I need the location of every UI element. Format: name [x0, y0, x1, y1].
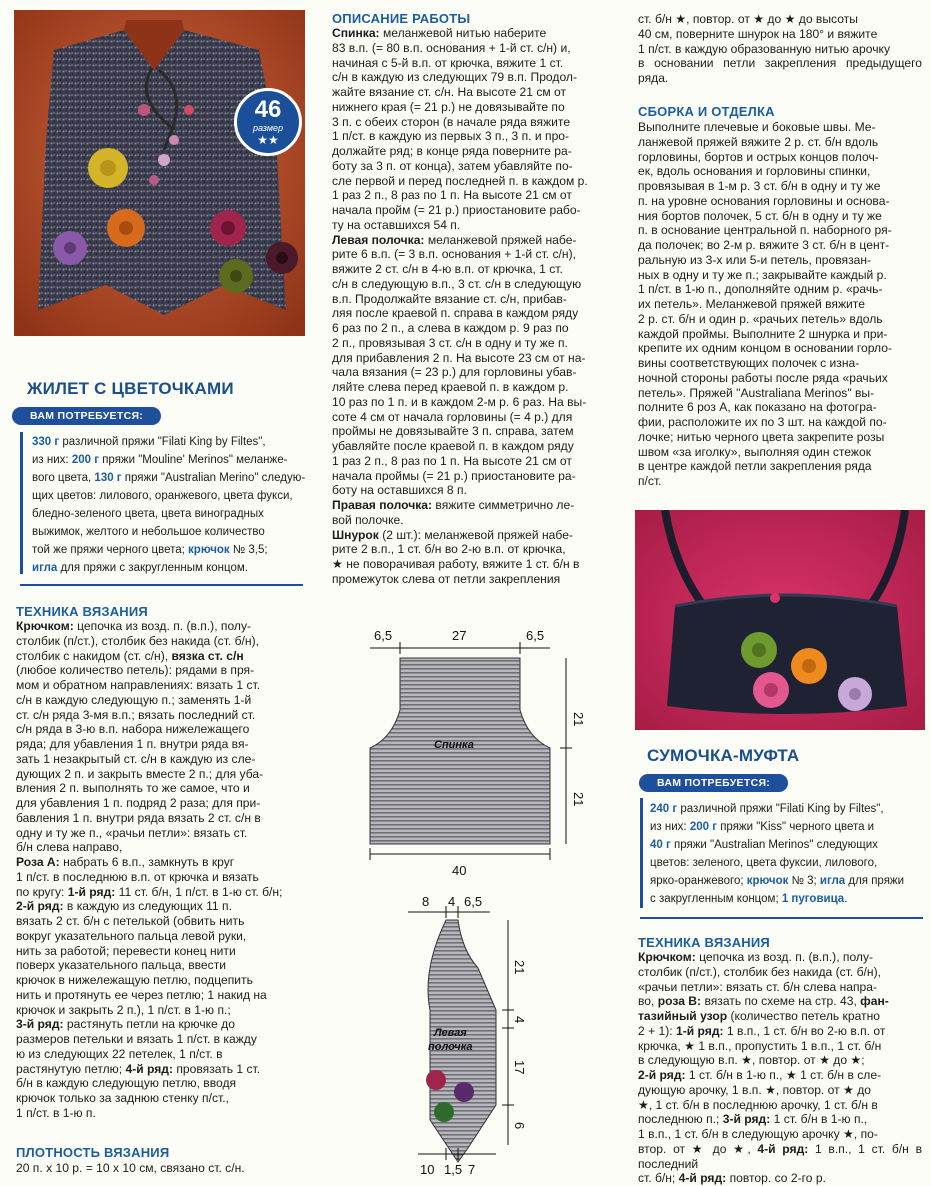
assembly-line: швом «за иголку», выполняя один стежок — [638, 444, 871, 459]
technique-line: столбик (п/ст.), столбик без накида (ст. б/н), — [16, 633, 259, 648]
description-line: убавляйте после краевой п. в каждом ряду — [332, 439, 574, 453]
description-line: соте 4 см от начала горловины (= 4 р.) для — [332, 409, 573, 424]
vest-material-line: той же пряжи черного цвета; крючок № 3,5; — [32, 544, 268, 556]
technique-line: размеров петельки и вязать 1 п/ст. в кажду — [16, 1032, 257, 1046]
dim-front-right-b: 4 — [512, 1016, 527, 1024]
description-line: промежуток слева от петли закрепления — [332, 571, 561, 586]
technique-line: по кругу: 1-й ряд: 11 ст. б/н, 1 п/ст. в 1-ю ст. б/н; — [16, 884, 283, 899]
technique-line: Крючком: цепочка из возд. п. (в.п.), полу- — [16, 619, 252, 633]
dim-front-bottom-c: 7 — [468, 1162, 476, 1177]
technique-line: дующих 2 п. и закрыть вместе 2 п.; для уба- — [16, 766, 264, 781]
bag-technique-line: ст. б/н; 4-й ряд: повтор. со 2-го р. — [638, 1171, 826, 1186]
technique-line: ю из следующих 22 петелек, 1 п/ст. в — [16, 1046, 223, 1061]
description-line: с/н в следующую в.п., 3 ст. с/н в следующую — [332, 276, 582, 291]
dim-front-right-a: 21 — [512, 960, 527, 975]
description-continued-line: 1 п/ст. в каждую образованную нитью арочку — [638, 41, 890, 56]
technique-line: б/н в каждую следующую петлю, вводя — [16, 1076, 237, 1091]
technique-line: зать 1 незакрытый ст. с/н в каждую из сле- — [16, 751, 256, 766]
description-line: 1 раз 2 п., 8 раз по 1 п. На высоте 21 см от — [332, 453, 572, 468]
vest-material-line: бледно-зеленого цвета, цвета виноградных — [32, 508, 264, 520]
dim-front-top-c: 6,5 — [464, 894, 483, 909]
technique-line: вления 2 п. выполнять то же самое, что и — [16, 781, 250, 796]
vest-materials-bar — [20, 432, 23, 574]
bag-rose-lilac — [838, 677, 872, 711]
back-pattern-diagram — [330, 620, 620, 880]
rose-green — [219, 259, 253, 293]
assembly-line: фии, расположите их по 3 шт. на каждой по- — [638, 415, 887, 429]
assembly-text — [638, 120, 922, 489]
assembly-line: да полочек; во 2-м р. вяжите 3 ст. б/н в цент- — [638, 238, 890, 252]
bag-materials — [650, 800, 922, 908]
description-line: ★ не поворачивая работу, вяжите 1 ст. б/н в — [332, 557, 580, 571]
dim-front-top-a: 8 — [422, 894, 430, 909]
technique-line: нить и протянуть ее через петлю; 1 накид на — [16, 987, 267, 1002]
bag-rose-fuchsia — [753, 672, 789, 708]
assembly-line: п. на уровне основания горловины и основа- — [638, 193, 890, 208]
description-line: 6 раз по 2 п., а слева в каждом р. 9 раз по — [332, 321, 569, 335]
dim-top-right: 6,5 — [526, 628, 545, 643]
dim-top-mid: 27 — [452, 628, 467, 643]
bag-illustration — [635, 510, 925, 730]
dim-front-right-d: 6 — [512, 1122, 527, 1130]
vest-need-badge: ВАМ ПОТРЕБУЕТСЯ: — [12, 407, 161, 425]
vest-material-line: 330 г различной пряжи "Filati King by Filtes", — [32, 436, 266, 448]
description-line: 1 п/ст. в каждую из первых 3 п., 3 п. и про- — [332, 129, 570, 144]
vest-materials — [32, 433, 307, 577]
rose-wine — [266, 242, 298, 274]
bag-title: СУМОЧКА-МУФТА — [647, 746, 800, 765]
front-rose-1 — [426, 1070, 446, 1090]
rose-yellow — [88, 148, 128, 188]
description-line: боту на оставшихся 8 п. — [332, 483, 467, 498]
description-line: 2 п., провязывая 3 ст. с/н в одну и ту же п. — [332, 335, 568, 350]
vest-illustration — [14, 10, 305, 336]
assembly-line: полните 6 роз А, как показано на фотогра- — [638, 400, 877, 415]
technique-line: одну и ту же п., «рачьи петли»: вязать ст. — [16, 825, 248, 840]
rose-orange — [107, 209, 145, 247]
bag-technique-line: дующую арочку, 1 в.п. ★, повтор. от ★ до — [638, 1082, 871, 1097]
dim-right-upper: 21 — [571, 712, 586, 727]
dim-right-lower: 21 — [571, 792, 586, 807]
technique-line: растянутую петлю; 4-й ряд: провязать 1 ст. — [16, 1061, 261, 1076]
bag-rose-green — [741, 632, 777, 668]
description-line: 3 п. с обеих сторон (в начале ряда вяжите — [332, 114, 571, 129]
bag-technique-line: 2-й ряд: 1 ст. б/н в 1-ю п., ★ 1 ст. б/н в сле- — [638, 1068, 882, 1082]
size-number: 46 — [254, 96, 282, 123]
description-line: рите 2 в.п., 1 ст. б/н во 2-ю в.п. от крючка, — [332, 542, 566, 557]
technique-line: Роза А: набрать 6 в.п., замкнуть в круг — [16, 855, 235, 869]
front-rose-2 — [454, 1082, 474, 1102]
description-line: Правая полочка: вяжите симметрично ле- — [332, 498, 575, 512]
difficulty-stars: ★★ — [257, 133, 279, 147]
description-continued — [638, 12, 922, 86]
density-text: 20 п. х 10 р. = 10 х 10 см, связано ст. с/н. — [16, 1161, 245, 1175]
front-rose-3 — [434, 1102, 454, 1122]
technique-line: крючок в нижележащую петлю, подцепить — [16, 973, 253, 987]
vest-material-line: из них: 200 г пряжи "Mouline' Merinos" меланже- — [32, 454, 288, 466]
assembly-line: вины соответствующих полочек с изна- — [638, 356, 860, 370]
technique-line: (любое количество петель): рядами в пря- — [16, 663, 255, 678]
description-line: Левая полочка: меланжевой пряжей набе- — [332, 232, 577, 247]
description-line: Шнурок (2 шт.): меланжевой пряжей набе- — [332, 527, 573, 542]
technique-line: ряда; для убавления 1 п. внутри ряда вя- — [16, 737, 249, 751]
bag-technique-line: тазийный узор (количество петель кратно — [638, 1009, 880, 1023]
description-line: 83 в.п. (= 80 в.п. основания + 1-й ст. с/н) и, — [332, 40, 571, 55]
assembly-line: лочке; нитью черного цвета закрепите розы — [638, 429, 885, 444]
description-heading: ОПИСАНИЕ РАБОТЫ — [332, 11, 471, 26]
technique-line: крючок только за заднюю стенку п/ст., — [16, 1091, 229, 1105]
bag-technique-line: во, роза В: вязать по схеме на стр. 43, фан- — [638, 994, 889, 1009]
bag-technique-line: 2 + 1): 1-й ряд: 1 в.п., 1 ст. б/н во 2-ю в.п. от — [638, 1023, 886, 1038]
description-line: вой полочке. — [332, 512, 404, 527]
bag-material-line: ярко-оранжевого; крючок № 3; игла для пряжи — [650, 875, 905, 887]
technique-line: вязать 2 ст. б/н с петелькой (обвить нить — [16, 914, 245, 928]
bag-technique-line: 1 в.п., 1 ст. б/н в следующую арочку ★, по- — [638, 1127, 878, 1141]
technique-line: вокруг указательного пальца левой руки, — [16, 928, 247, 943]
technique-line: 1 п/ст. в 1-ю п. — [16, 1105, 96, 1120]
assembly-line: их петель». Меланжевой пряжей вяжите — [638, 297, 865, 311]
bag-technique-line: ★, 1 ст. б/н в последнюю арочку, 1 ст. б/н в — [638, 1097, 878, 1112]
technique-line: 2-й ряд: в каждую из следующих 11 п. — [16, 899, 232, 914]
description-line: нижнего края (= 21 р.) не довязывайте по — [332, 99, 565, 114]
assembly-line: ночной стороны работы после ряда «рачьих — [638, 370, 888, 385]
bag-material-line: цветов: зеленого, цвета фуксии, лилового, — [650, 857, 878, 869]
bag-rose-orange — [791, 648, 827, 684]
technique-text — [16, 619, 301, 1121]
vest-materials-rule — [20, 584, 303, 586]
vest-material-line: щих цветов: лилового, оранжевого, цвета фукси, — [32, 490, 293, 502]
front-pattern-diagram — [400, 890, 550, 1180]
description-line: 10 раз по 1 п. и в каждом 2-м р. 6 раз. На вы- — [332, 394, 587, 409]
technique-line: 3-й ряд: растянуть петли на крючке до — [16, 1017, 235, 1032]
dim-front-bottom-b: 1,5 — [444, 1162, 463, 1177]
bag-technique-line: последнюю п.; 3-й ряд: 1 ст. б/н в 1-ю п., — [638, 1112, 868, 1127]
bag-technique-line: Крючком: цепочка из возд. п. (в.п.), полу- — [638, 950, 874, 964]
technique-line: поверх указательного пальца, ввести — [16, 958, 226, 973]
vest-photo — [14, 10, 305, 336]
assembly-line: каждой проймы. Выполните 2 шнурка и при- — [638, 326, 888, 341]
assembly-line: 2 р. ст. б/н и один р. «рачьих петель» вдоль — [638, 311, 883, 326]
description-line: начиная с 5-й в.п. от крючка, вяжите 1 ст. — [332, 55, 564, 70]
assembly-line: ек, вдоль основания и горловины спинки, — [638, 164, 871, 179]
bag-material-line: с закругленным концом; 1 пуговица. — [650, 893, 848, 905]
dim-front-top-b: 4 — [448, 894, 456, 909]
bag-technique-line: втор. от ★ до ★, 4-й ряд: 1 в.п., 1 ст. б/н в последний — [638, 1141, 922, 1171]
assembly-line: в центре каждой петли закрепления ряда — [638, 459, 872, 474]
description-line: вяжите 2 ст. с/н в 4-ю в.п. от крючка, 1 ст. — [332, 262, 563, 276]
description-continued-line: ст. б/н ★, повтор. от ★ до ★ до высоты — [638, 12, 858, 26]
bag-material-line: из них: 200 г пряжи "Kiss" черного цвета и — [650, 821, 875, 833]
assembly-line: п. в основание центральной п. наборного ря- — [638, 223, 892, 238]
bag-material-line: 40 г пряжи "Australian Merinos" следующих — [650, 839, 878, 851]
description-line: начала пройм (= 21 р.) приостановите рабо- — [332, 203, 581, 217]
bag-photo — [635, 510, 925, 730]
description-line: начала проймы (= 21 р.) приостановите ра- — [332, 468, 576, 483]
description-line: сле первой и перед последней п. в каждом р. — [332, 173, 588, 188]
bag-technique-line: крючка, ★ 1 в.п., пропустить 1 в.п., 1 ст. б/н — [638, 1038, 882, 1053]
assembly-heading: СБОРКА И ОТДЕЛКА — [638, 104, 775, 119]
dim-top-left: 6,5 — [374, 628, 393, 643]
rose-fuchsia — [210, 210, 246, 246]
vest-title: ЖИЛЕТ С ЦВЕТОЧКАМИ — [27, 379, 234, 398]
bag-technique-text — [638, 950, 922, 1186]
size-badge — [234, 88, 302, 156]
size-label: размер — [252, 123, 284, 133]
technique-line: 1 п/ст. в последнюю в.п. от крючка и вязать — [16, 869, 259, 884]
technique-line: б/н слева направо, — [16, 840, 123, 855]
description-line: ляя после краевой п. справа в каждом ряду — [332, 306, 579, 321]
rose-lilac — [53, 231, 87, 265]
back-shape — [370, 658, 550, 844]
technique-line: мом и обратном направлениях: вязать 1 ст. — [16, 678, 261, 692]
bag-need-badge: ВАМ ПОТРЕБУЕТСЯ: — [639, 774, 788, 792]
description-line: жайте вязание ст. с/н. На высоте 21 см от — [332, 85, 567, 99]
bag-materials-rule — [640, 917, 923, 919]
description-line: ляйте слева перед краевой п. в каждом р. — [332, 380, 569, 394]
vest-material-line: игла для пряжи с закругленным концом. — [32, 562, 248, 574]
bag-material-line: 240 г различной пряжи "Filati King by Filtes", — [650, 803, 884, 815]
technique-line: столбик с накидом (ст. с/н), вязка ст. с/н — [16, 648, 244, 663]
description-line: в.п. Продолжайте вязание ст. с/н, прибав- — [332, 291, 567, 306]
vest-material-line: выжимок, желтого и небольшое количество — [32, 526, 265, 538]
technique-line: нить за работой; перевести конец нити — [16, 943, 236, 958]
bag-technique-line: в следующую в.п. ★, повтор. от ★ до ★; — [638, 1053, 865, 1068]
technique-line: с/н в каждую следующую п.; заменять 1-й — [16, 692, 252, 707]
description-line: ту на оставшихся 54 п. — [332, 217, 461, 232]
bag-technique-line: «рачьи петли»: вязать ст. б/н слева напра- — [638, 979, 878, 994]
dim-front-right-c: 17 — [512, 1060, 527, 1075]
density-heading: ПЛОТНОСТЬ ВЯЗАНИЯ — [16, 1145, 170, 1160]
vest-material-line: вого цвета, 130 г пряжи "Australian Merino" следую- — [32, 472, 306, 484]
technique-line: для убавления 1 п. подряд 2 раза; для при- — [16, 796, 261, 810]
assembly-line: петель». Пряжей "Australiana Merinos" вы- — [638, 385, 875, 400]
description-line: проймы не довязывайте 3 п. справа, затем — [332, 424, 574, 439]
bag-technique-heading: ТЕХНИКА ВЯЗАНИЯ — [638, 935, 770, 950]
description-line: должайте ряд; в конце ряда поверните ра- — [332, 144, 572, 158]
technique-line: крючок и закрыть 2 п.), 1 п/ст. в 1-ю п.; — [16, 1002, 231, 1017]
assembly-line: 1 п/ст. в 1-ю п., дополняйте одним р. «рачь- — [638, 282, 883, 297]
back-label: Спинка — [434, 739, 474, 751]
assembly-line: Выполните плечевые и боковые швы. Ме- — [638, 120, 876, 134]
description-line: чала вязания (= 23 р.) для горловины убав- — [332, 365, 577, 380]
description-line: рите 6 в.п. (= 3 в.п. основания + 1-й ст. с/н), — [332, 247, 576, 262]
assembly-line: ния бортов полочек, 5 ст. б/н в одну и ту же — [638, 208, 882, 223]
bag-materials-bar — [640, 798, 643, 908]
dim-bottom: 40 — [452, 863, 467, 878]
assembly-line: горловины, бортов и острых концов полоч- — [638, 149, 879, 164]
front-label-line2: полочка — [428, 1041, 473, 1053]
dim-front-bottom-a: 10 — [420, 1162, 435, 1177]
assembly-line: ных в одну и ту же п.; закрывайте каждый р. — [638, 267, 887, 282]
bag-technique-line: столбик (п/ст.), столбик без накида (ст. б/н), — [638, 964, 881, 979]
assembly-line: крепите их одним концом в основании горло- — [638, 341, 893, 356]
technique-line: с/н ряда в 3-ю в.п. набора нижележащего — [16, 722, 250, 737]
description-continued-line: 40 см, поверните шнурок на 180° и вяжите — [638, 26, 878, 41]
assembly-line: ральную из 3-х или 5-и петель, провязан- — [638, 252, 872, 267]
front-label-line1: Левая — [434, 1027, 467, 1039]
description-continued-line: в основании петли закрепления предыдущего ряда. — [638, 56, 922, 85]
description-line: 1 раз 2 п., 8 раз по 1 п. На высоте 21 см от — [332, 188, 572, 203]
description-line: Спинка: меланжевой нитью наберите — [332, 26, 547, 40]
technique-heading: ТЕХНИКА ВЯЗАНИЯ — [16, 604, 148, 619]
assembly-line: ланжевой пряжей вяжите 2 р. ст. б/н вдоль — [638, 134, 879, 149]
technique-line: бавления 1 п. внутри ряда вязать 2 ст. с/н в — [16, 810, 261, 825]
assembly-line: провязывая в 1-м р. 3 ст. б/н в одну и ту же — [638, 179, 881, 193]
description-line: боту за 3 п. от конца), затем убавляйте по- — [332, 158, 573, 173]
technique-line: ст. с/н ряда 3-мя в.п.; вязать последний ст. — [16, 707, 256, 722]
description-line: с/н в каждую из следующих 79 в.п. Продол- — [332, 70, 577, 85]
assembly-line: п/ст. — [638, 474, 662, 488]
description-line: для прибавления 2 п. На высоте 23 см от на- — [332, 350, 586, 365]
description-text — [332, 26, 618, 587]
